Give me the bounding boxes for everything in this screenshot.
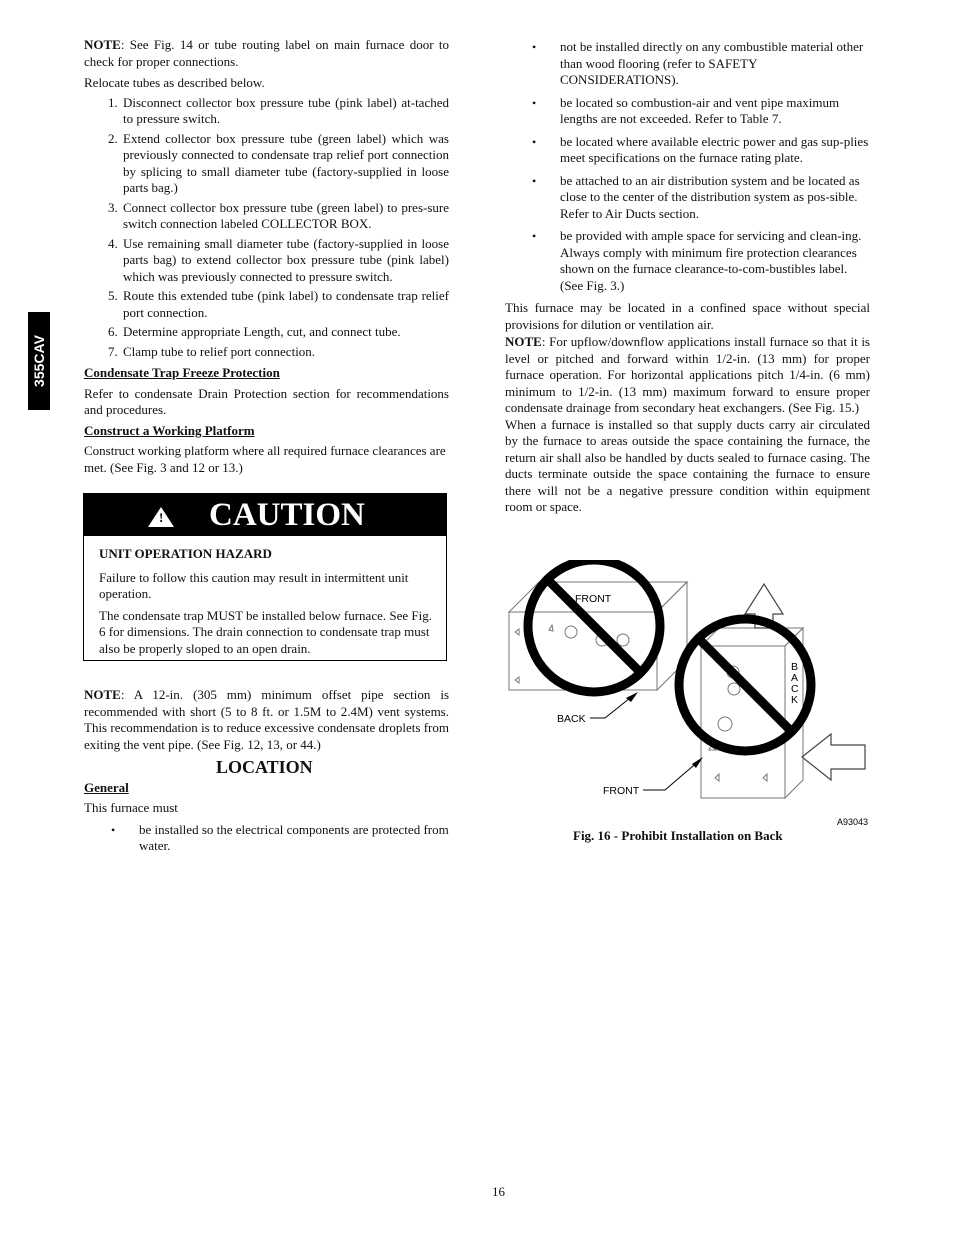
step-item <box>84 324 449 341</box>
bullet-text: be attached to an air distribution system and be located as close to the center of the distribution system as pos-sible. Refer to Air Ducts section. <box>560 172 860 221</box>
note-text: : See Fig. 14 or tube routing label on main furnace door to check for proper connections. <box>84 37 449 69</box>
platform-text: Construct working platform where all required furnace clearances are met. (See Fig. 3 and 12 or 13.) <box>84 443 446 475</box>
step-text: Extend collector box pressure tube (green label) which was previously connected to condensate trap relief port connection by splicing to small diameter tube (factory-supplied in loose parts bag.) <box>123 130 449 195</box>
list-item <box>505 173 870 223</box>
caution-title: CAUTION <box>209 497 365 533</box>
bullet-text: be located where available electric power and gas sup-plies meet specifications on the furnace rating plate. <box>560 133 869 165</box>
bullet-icon: • <box>532 95 537 110</box>
supply-duct-text: When a furnace is installed so that supply ducts carry air circulated by the furnace to areas outside the space containing the furnace, the return air shall also be handled by ducts sealed to furnace casing. The ducts terminate outside the space containing the furnace to ensure there will not be a negative pressure condition within equipment room or space. <box>505 416 870 514</box>
note2-label: NOTE <box>84 687 121 702</box>
freeze-text: Refer to condensate Drain Protection section for recommendations and procedures. <box>84 385 449 417</box>
step-text: Disconnect collector box pressure tube (pink label) at-tached to pressure switch. <box>123 94 449 126</box>
relocate-text: Relocate tubes as described below. <box>84 75 265 90</box>
page-number: 16 <box>492 1184 505 1199</box>
note-offset-pipe <box>84 687 449 753</box>
step-number: 7. <box>108 343 118 359</box>
note-label: NOTE <box>84 37 121 52</box>
left-lower <box>84 687 449 861</box>
step-item <box>84 344 449 361</box>
back-letter: K <box>791 694 799 706</box>
must-text: This furnace must <box>84 800 178 815</box>
step-number: 6. <box>108 324 118 339</box>
list-item <box>505 95 870 128</box>
list-item <box>84 822 449 855</box>
platform-heading: Construct a Working Platform <box>84 422 255 438</box>
warning-symbol: ! <box>159 510 164 525</box>
bullet-text: be installed so the electrical components are protected from water. <box>139 821 449 853</box>
step-text: Route this extended tube (pink label) to condensate trap relief port connection. <box>123 288 449 320</box>
prohibit-icon <box>528 560 660 692</box>
note3-label: NOTE <box>505 334 542 349</box>
right-column <box>505 39 870 516</box>
confined-text: This furnace may be located in a confined space without special provisions for dilution or ventilation air. <box>505 300 870 332</box>
side-tab-label: 355CAV <box>30 335 47 387</box>
figure-caption: Fig. 16 - Prohibit Installation on Back <box>573 828 783 843</box>
caution-p1: Failure to follow this caution may result in intermittent unit operation. <box>99 569 409 601</box>
back-letter: C <box>791 683 799 695</box>
list-item <box>505 39 870 89</box>
bullet-icon: • <box>532 134 537 149</box>
bullet-icon: • <box>532 40 537 54</box>
step-number: 5. <box>108 288 118 303</box>
note-pitch <box>505 334 870 417</box>
leader-arrowhead <box>626 692 638 702</box>
label-front-bottom: FRONT <box>603 785 640 797</box>
front-leader <box>643 760 700 790</box>
caution-p2: The condensate trap MUST be installed below furnace. See Fig. 6 for dimensions. The drain connection to condensate trap must also be properly sloped to an open drain. <box>99 607 432 656</box>
port-circle <box>728 683 740 695</box>
back-letter: B <box>791 661 799 673</box>
label-front-top: FRONT <box>575 593 612 605</box>
list-item <box>505 228 870 294</box>
bullet-icon: • <box>532 229 537 243</box>
bullet-text: not be installed directly on any combustible material other than wood flooring (refer to SAFETY CONSIDERATIONS). <box>560 39 864 87</box>
hazard-title: UNIT OPERATION HAZARD <box>99 546 272 561</box>
step-number: 3. <box>108 199 118 215</box>
step-text: Determine appropriate Length, cut, and connect tube. <box>123 324 401 339</box>
step-item <box>84 95 449 128</box>
note-tube-routing <box>84 37 449 70</box>
port-circle <box>718 717 732 731</box>
step-item <box>84 200 449 233</box>
left-column <box>84 37 449 476</box>
step-item <box>84 288 449 321</box>
step-number: 4. <box>108 235 118 251</box>
step-text: Connect collector box pressure tube (green label) to pres-sure switch connection labeled COLLECTOR BOX. <box>123 199 449 231</box>
bullet-text: be provided with ample space for servicing and clean-ing. Always comply with minimum fire protection clearances shown on the furnace clearance-to-com-bustibles label. (See Fig. 3.) <box>560 228 862 293</box>
left-arrow-icon <box>802 734 865 780</box>
label-back: BACK <box>557 713 586 725</box>
label-back-vertical <box>791 661 799 706</box>
figure-code: A93043 <box>837 817 869 827</box>
bullet-text: be located so combustion-air and vent pipe maximum lengths are not exceeded. Refer to Table 7. <box>560 94 840 126</box>
port-circle <box>617 634 629 646</box>
step-number: 1. <box>108 94 118 110</box>
step-number: 2. <box>108 130 118 146</box>
general-heading: General <box>84 779 129 795</box>
location-heading: LOCATION <box>216 757 313 777</box>
figure-prohibit-back <box>505 560 875 830</box>
step-text: Use remaining small diameter tube (factory-supplied in loose parts bag) to extend collector box pressure tube (pink label) which was previously connected to pressure switch. <box>123 235 449 284</box>
right-bullets <box>505 39 870 294</box>
step-item <box>84 236 449 286</box>
step-item <box>84 131 449 197</box>
bullet-icon: • <box>532 173 537 188</box>
caution-box <box>83 493 447 661</box>
list-item <box>505 134 870 167</box>
note2-text: : A 12-in. (305 mm) minimum offset pipe section is recommended with short (5 to 8 ft. or 1.5M to 2.4M) vent systems. This recommendation is to reduce excessive condensate droplets from exiting the vent pipe. (See Fig. 12, 13, or 44.) <box>84 687 449 752</box>
left-bullets <box>84 822 449 855</box>
relocation-steps <box>84 95 449 361</box>
freeze-heading: Condensate Trap Freeze Protection <box>84 365 280 380</box>
side-tab <box>28 312 50 410</box>
note3-text: : For upflow/downflow applications install furnace so that it is level or pitched and forward within 1/2-in. (13 mm) for proper furnace operation. For horizontal applications pitch 1/4-in. (6 mm) minimum to 1/2-in. (13 mm) maximum forward to ensure proper condensate drainage from secondary heat exchangers. (See Fig. 15.) <box>505 334 870 415</box>
bullet-icon: • <box>111 822 116 837</box>
back-letter: A <box>791 672 799 684</box>
port-circle <box>565 626 577 638</box>
step-text: Clamp tube to relief port connection. <box>123 343 316 359</box>
caution-header <box>84 494 446 536</box>
warning-triangle-icon <box>148 507 174 527</box>
